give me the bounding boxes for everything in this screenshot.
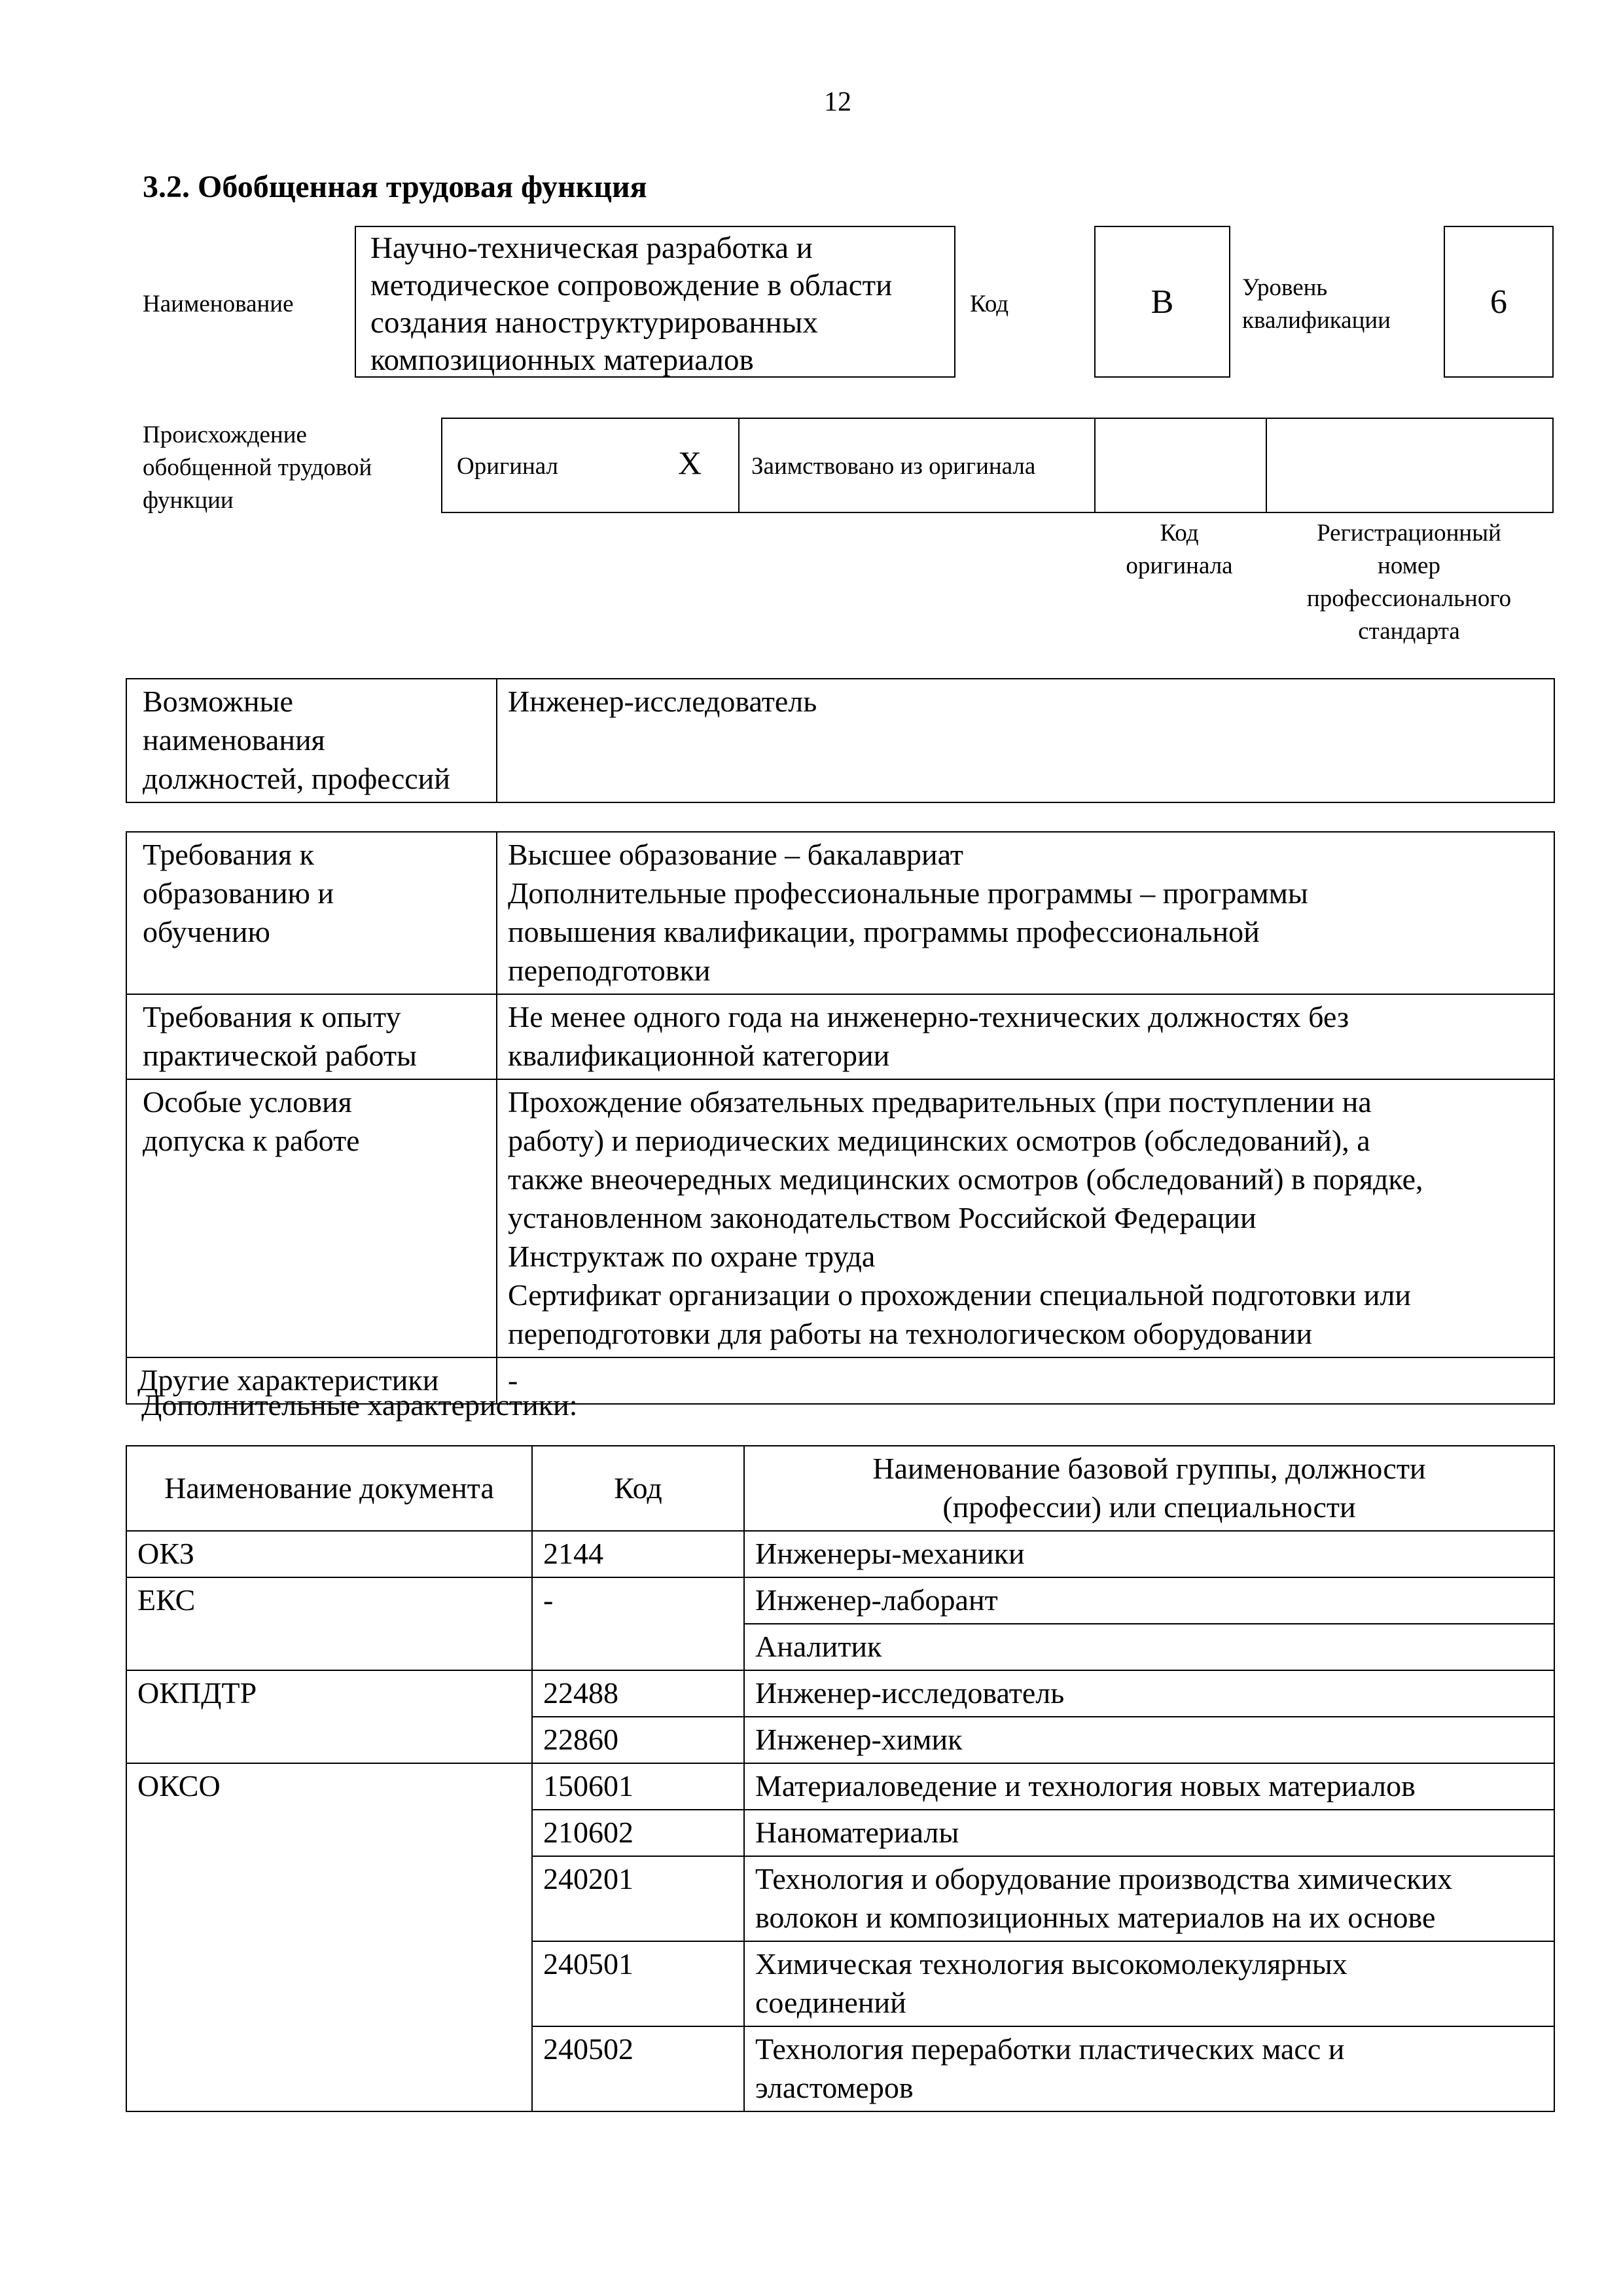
section-title: 3.2. Обобщенная трудовая функция <box>143 170 647 204</box>
name-cell: Аналитик <box>744 1624 1554 1670</box>
name-cell: Химическая технология высокомолекулярных соединений <box>744 1941 1554 2026</box>
name-cell: Инженеры-механики <box>744 1531 1554 1577</box>
divider-2 <box>1094 419 1096 512</box>
name-label: Наименование <box>143 291 294 317</box>
name-cell: Технология и оборудование производства химических волокон и композиционных материалов на их основе <box>744 1856 1554 1941</box>
requirements-table <box>126 831 1555 1405</box>
document-cell: ОКСО <box>126 1763 532 2111</box>
original-label: Оригинал <box>457 453 559 480</box>
code-cell: 210602 <box>532 1810 744 1856</box>
requirement-value: - <box>497 1357 1554 1404</box>
document-cell: ОКЗ <box>126 1531 532 1577</box>
page-number: 12 <box>824 87 851 117</box>
function-name-box: Научно-техническая разработка и методическое сопровождение в области создания наноструктурированных композиционных материалов <box>355 226 955 378</box>
borrowed-label: Заимствовано из оригинала <box>751 453 1036 480</box>
divider-1 <box>738 419 740 512</box>
requirement-value: Прохождение обязательных предварительных (при поступлении на работу) и периодических медицинских осмотров (обследований), а также внеочередных медицинских осмотров (обследований) в порядке, установленном законодательством Российской Федерации Инструктаж по охране труда Сертификат организации о прохождении специальной подготовки или переподготовки для работы на технологическом оборудовании <box>497 1079 1554 1357</box>
requirement-label: Другие характеристики <box>126 1357 497 1404</box>
code-cell: 240201 <box>532 1856 744 1941</box>
table-row <box>126 832 1554 994</box>
qualification-level-box: 6 <box>1444 226 1554 378</box>
requirement-value: Не менее одного года на инженерно-технических должностях без квалификационной категории <box>497 994 1554 1079</box>
divider-3 <box>1266 419 1267 512</box>
code-value-box: B <box>1094 226 1230 378</box>
table-row <box>126 1079 1554 1357</box>
qualification-level-label: Уровень квалификации <box>1242 274 1391 334</box>
table-header-row <box>126 1446 1554 1531</box>
name-cell: Наноматериалы <box>744 1810 1554 1856</box>
requirement-label: Требования к опыту практической работы <box>126 994 497 1079</box>
code-cell: 240502 <box>532 2026 744 2111</box>
origin-label: Происхождение обобщенной трудовой функции <box>143 422 372 514</box>
table-row <box>126 679 1554 802</box>
name-cell: Материаловедение и технология новых материалов <box>744 1763 1554 1810</box>
additional-table <box>126 1445 1555 2112</box>
code-cell: 240501 <box>532 1941 744 2026</box>
code-cell: 2144 <box>532 1531 744 1577</box>
document-cell: ОКПДТР <box>126 1670 532 1763</box>
requirement-label: Требования к образованию и обучению <box>126 832 497 994</box>
code-cell: 22860 <box>532 1717 744 1763</box>
name-cell: Технология переработки пластических масс и эластомеров <box>744 2026 1554 2111</box>
positions-label: Возможные наименования должностей, профессий <box>126 679 497 802</box>
positions-value: Инженер-исследователь <box>497 679 1554 802</box>
original-mark: X <box>678 444 702 481</box>
registration-number-caption: Регистрационный номер профессионального стандарта <box>1306 520 1512 645</box>
code-cell: - <box>532 1577 744 1670</box>
requirement-label: Особые условия допуска к работе <box>126 1079 497 1357</box>
table-row <box>126 1577 1554 1624</box>
name-cell: Инженер-лаборант <box>744 1577 1554 1624</box>
code-cell: 22488 <box>532 1670 744 1717</box>
original-code-caption: Код оригинала <box>1126 520 1233 579</box>
table-row <box>126 994 1554 1079</box>
table-row <box>126 1763 1554 1810</box>
code-cell: 150601 <box>532 1763 744 1810</box>
positions-table <box>126 678 1555 803</box>
code-label: Код <box>970 291 1009 317</box>
document-cell: ЕКС <box>126 1577 532 1670</box>
header-name: Наименование базовой группы, должности (профессии) или специальности <box>744 1446 1554 1531</box>
table-row <box>126 1670 1554 1717</box>
requirement-value: Высшее образование – бакалавриат Дополнительные профессиональные программы – программы повышения квалификации, программы профессиональной переподготовки <box>497 832 1554 994</box>
header-code: Код <box>532 1446 744 1531</box>
name-cell: Инженер-исследователь <box>744 1670 1554 1717</box>
origin-row-box <box>441 418 1554 513</box>
header-document: Наименование документа <box>126 1446 532 1531</box>
additional-heading: Дополнительные характеристики: <box>141 1388 578 1422</box>
table-row <box>126 1531 1554 1577</box>
name-cell: Инженер-химик <box>744 1717 1554 1763</box>
